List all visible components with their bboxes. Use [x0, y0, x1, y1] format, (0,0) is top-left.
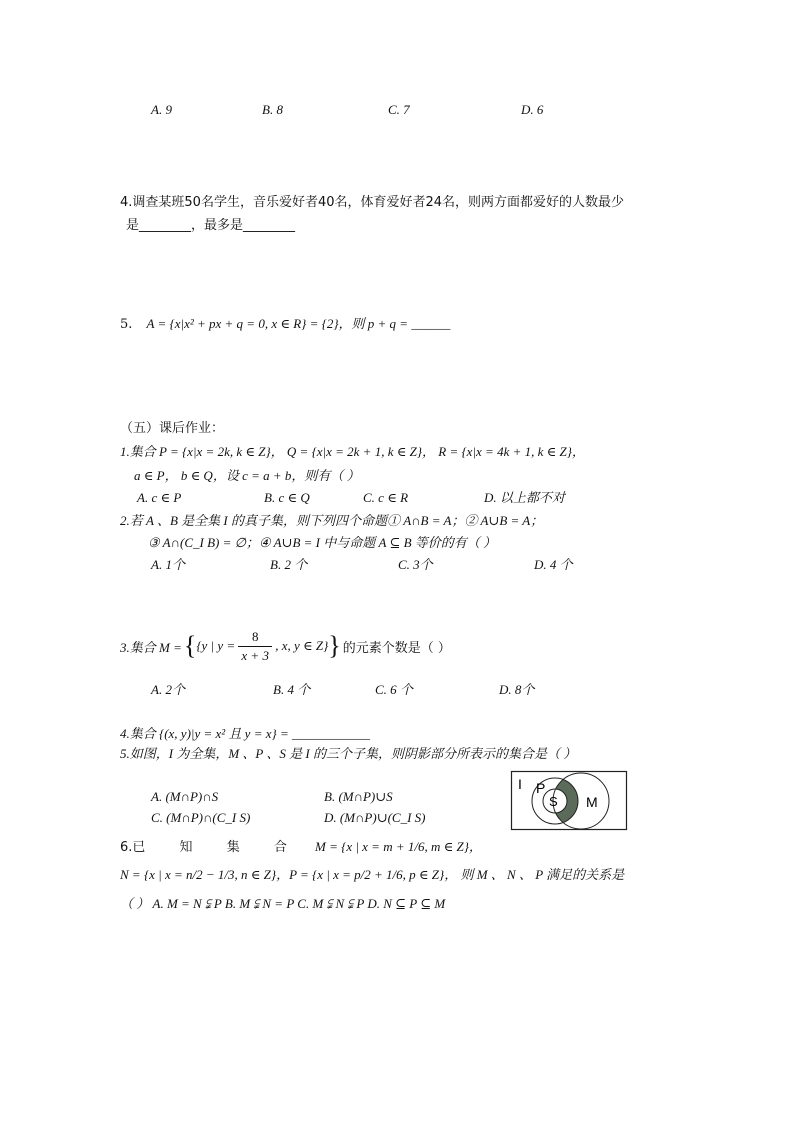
hw3-numerator: 8 [251, 628, 259, 644]
hw6-line-1 [120, 838, 482, 857]
section-title: （五）课后作业： [120, 421, 225, 436]
option-c: C. 7 [388, 102, 410, 117]
option-b: B. 8 [262, 102, 283, 117]
hw3-option-d: D. 8个 [499, 682, 535, 697]
venn-label-m: M [586, 794, 598, 810]
question-5 [120, 315, 450, 334]
hw3-suffix: 的元素个数是（ ） [342, 640, 451, 656]
hw4-line: 4.集合 {(x, y)|y = x² 且 y = x} = ____________ [120, 726, 370, 741]
hw3-fraction [238, 628, 272, 665]
hw2-line-1: 2.若 A 、B 是全集 I 的真子集，则下列四个命题① A∩B = A；② A∪B = A； [120, 513, 544, 528]
hw3-set-open: {y | y = [196, 638, 236, 653]
question-4-line-2: 是________，最多是________ [126, 218, 296, 233]
venn-label-p: P [536, 780, 546, 796]
question-4-line-1: 4.调查某班50名学生，音乐爱好者40名，体育爱好者24名，则两方面都爱好的人数最少 [120, 195, 625, 210]
question-5-label: 5. [120, 317, 133, 332]
hw5-option-c: C. (M∩P)∩(C_I S) [151, 810, 251, 825]
hw6-word-4: 合 [273, 840, 287, 855]
hw1-option-b: B. c ∈ Q [264, 490, 310, 505]
hw6-word-1: 6.已 [120, 840, 146, 855]
question-5-expr: A = {x|x² + px + q = 0, x ∈ R} = {2}，则 p + q = ______ [146, 316, 451, 331]
hw5-line: 5.如图，I 为全集，M 、P 、S 是 I 的三个子集，则阴影部分所表示的集合是（ ） [120, 746, 577, 761]
hw3-option-c: C. 6 个 [375, 682, 413, 697]
hw1-line-1: 1.集合 P = {x|x = 2k, k ∈ Z}， Q = {x|x = 2k + 1, k ∈ Z}， R = {x|x = 4k + 1, k ∈ Z}， [120, 444, 585, 459]
hw1-option-d: D. 以上都不对 [484, 490, 565, 505]
hw3-option-a: A. 2个 [151, 682, 185, 697]
hw1-line-2: a ∈ P， b ∈ Q，设 c = a + b，则有（ ） [134, 468, 360, 483]
hw6-word-2: 知 [179, 840, 193, 855]
hw5-option-d: D. (M∩P)∪(C_I S) [324, 810, 426, 825]
hw3-brace-open: { [183, 631, 197, 660]
hw2-option-d: D. 4 个 [534, 557, 573, 572]
hw6-word-3: 集 [226, 840, 240, 855]
hw3-set-close: , x, y ∈ Z} [275, 638, 329, 653]
venn-diagram [510, 770, 628, 832]
hw1-option-c: C. c ∈ R [363, 490, 409, 505]
hw5-option-a: A. (M∩P)∩S [151, 789, 219, 804]
hw2-option-a: A. 1个 [151, 557, 185, 572]
hw2-line-2: ③ A∩(C_I B) = ∅；④ A∪B = I 中与命题 A ⊆ B 等价的有（ ） [148, 535, 497, 550]
hw6-line-2: N = {x | x = n/2 − 1/3, n ∈ Z}，P = {x | x = p/2 + 1/6, p ∈ Z}， 则 M 、 N 、 P 满足的关系是 [120, 867, 625, 882]
hw2-option-c: C. 3个 [398, 557, 433, 572]
hw6-line-3: （ ） A. M = N ⫋ P B. M ⫋ N = P C. M ⫋ N ⫋ P D. N ⊆ P ⊆ M [120, 896, 446, 911]
venn-label-s: S [549, 794, 558, 809]
option-d: D. 6 [521, 102, 544, 117]
venn-label-i: I [518, 776, 522, 792]
hw3-prefix: 3.集合 M = [120, 639, 182, 655]
hw3-denominator: x + 3 [241, 647, 269, 663]
hw1-option-a: A. c ∈ P [137, 490, 182, 505]
hw5-option-b: B. (M∩P)∪S [324, 789, 393, 804]
hw2-option-b: B. 2 个 [270, 557, 308, 572]
hw3-option-b: B. 4 个 [273, 682, 311, 697]
option-a: A. 9 [151, 102, 172, 117]
hw3-brace-close: } [328, 631, 341, 660]
hw3-line [120, 624, 451, 668]
hw6-expr-m: M = {x | x = m + 1/6, m ∈ Z}， [315, 839, 482, 854]
